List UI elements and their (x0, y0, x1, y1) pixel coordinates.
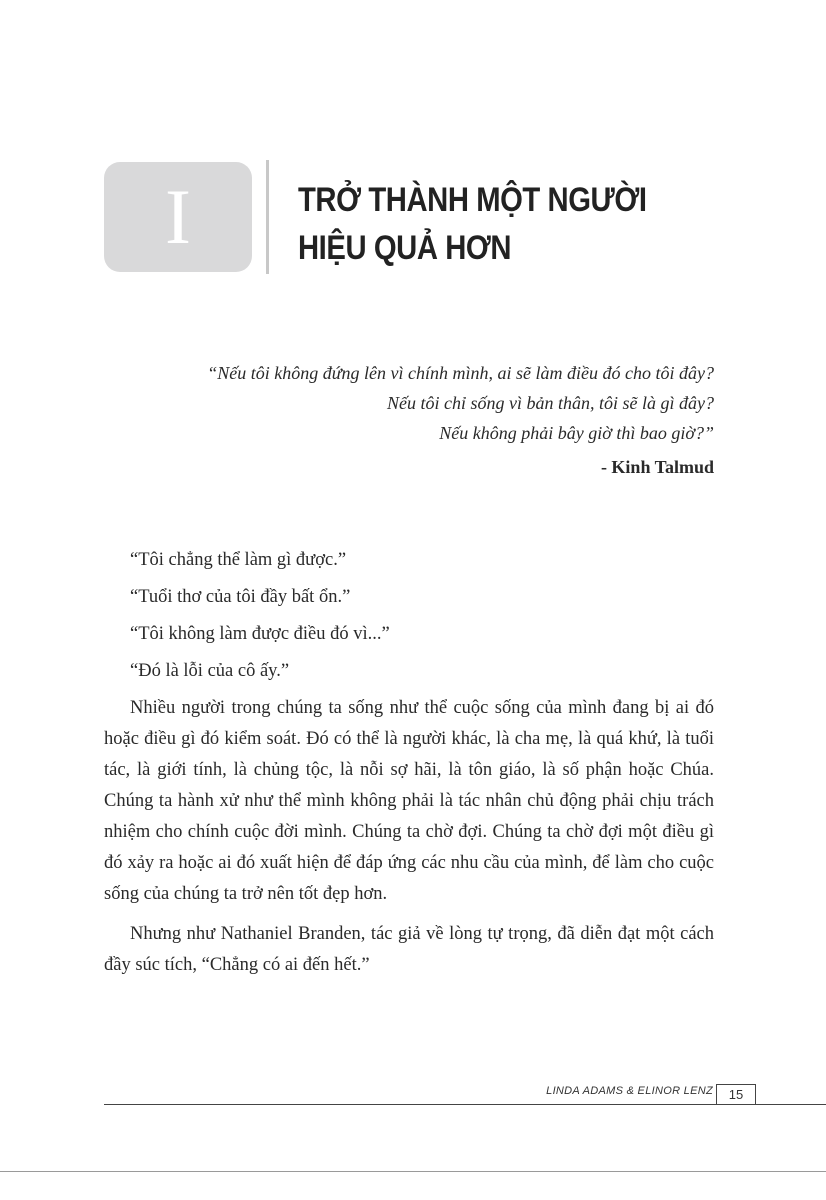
epigraph-line: Nếu không phải bây giờ thì bao giờ?” (439, 423, 714, 443)
epigraph-line: “Nếu tôi không đứng lên vì chính mình, ai sẽ làm điều đó cho tôi đây? (207, 363, 714, 383)
chapter-title (298, 176, 647, 272)
chapter-number-box (104, 162, 252, 272)
epigraph-source: - Kinh Talmud (600, 457, 714, 477)
epigraph-line: Nếu tôi chỉ sống vì bản thân, tôi sẽ là gì đây? (387, 393, 714, 413)
body-text (104, 545, 714, 990)
epigraph (207, 358, 714, 482)
chapter-title-line: TRỞ THÀNH MỘT NGƯỜI (298, 181, 647, 219)
page-edge-rule (0, 1171, 826, 1172)
body-paragraph: Nhưng như Nathaniel Branden, tác giả về lòng tự trọng, đã diễn đạt một cách đầy súc tích, “Chẳng có ai đến hết.” (104, 924, 714, 975)
quote-line: “Tuổi thơ của tôi đầy bất ổn.” (130, 587, 351, 607)
page-number: 15 (716, 1084, 756, 1104)
chapter-numeral: I (165, 173, 191, 260)
footer-author: LINDA ADAMS & ELINOR LENZ (546, 1085, 713, 1097)
chapter-divider (266, 160, 269, 274)
footer-rule (104, 1104, 826, 1105)
body-paragraph: Nhiều người trong chúng ta sống như thể cuộc sống của mình đang bị ai đó hoặc điều gì đó kiểm soát. Đó có thể là người khác, là cha mẹ, là quá khứ, là tuổi tác, là giới tính, là chủng tộc, là nỗi sợ hãi, là tôn giáo, là số phận hoặc Chúa. Chúng ta hành xử như thể mình không phải là tác nhân chủ động phải chịu trách nhiệm cho chính cuộc đời mình. Chúng ta chờ đợi. Chúng ta chờ đợi một điều gì đó xảy ra hoặc ai đó xuất hiện để đáp ứng các nhu cầu của mình, để làm cho cuộc sống của chúng ta trở nên tốt đẹp hơn. (104, 698, 714, 904)
quote-line: “Tôi không làm được điều đó vì...” (130, 624, 390, 644)
chapter-title-line: HIỆU QUẢ HƠN (298, 229, 512, 267)
quote-line: “Đó là lỗi của cô ấy.” (130, 661, 290, 681)
quote-line: “Tôi chẳng thể làm gì được.” (130, 550, 347, 570)
